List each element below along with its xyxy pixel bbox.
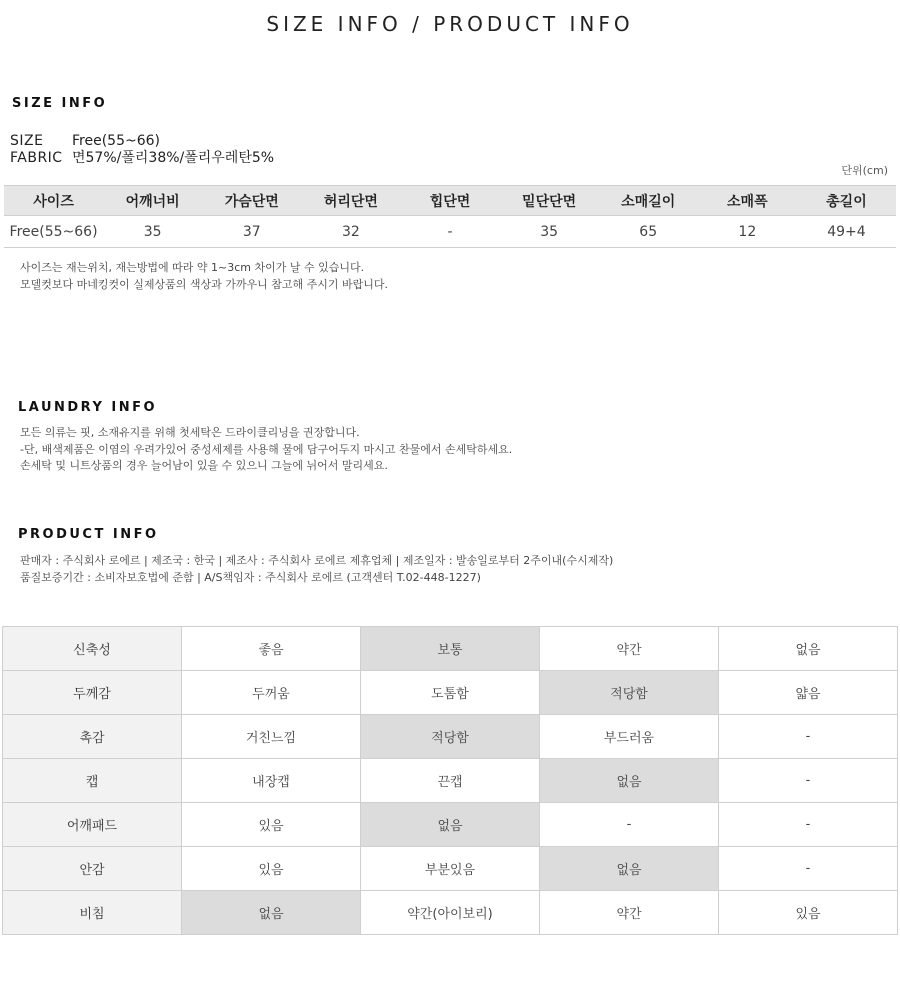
laundry-line: -단, 배색제품은 이염의 우려가있어 중성세제를 사용해 물에 담구어두지 마시고 찬물에서 손세탁하세요.: [20, 442, 513, 456]
fabric-option-selected: 없음: [540, 847, 719, 891]
fabric-key: FABRIC: [10, 150, 63, 166]
fabric-option: 좋음: [182, 627, 361, 671]
fabric-option: 두꺼움: [182, 671, 361, 715]
fabric-option-selected: 적당함: [361, 715, 540, 759]
size-note-line: 사이즈는 재는위치, 재는방법에 따라 약 1~3cm 차이가 날 수 있습니다.: [20, 261, 365, 274]
size-value: Free(55~66): [72, 133, 160, 149]
fabric-option: 약간: [540, 891, 719, 935]
size-header-cell: 어깨너비: [103, 186, 202, 216]
size-cell: 65: [599, 216, 698, 248]
fabric-option: 거친느낌: [182, 715, 361, 759]
size-cell: 49+4: [797, 216, 896, 248]
fabric-option: 없음: [719, 627, 898, 671]
laundry-line: 손세탁 및 니트상품의 경우 늘어남이 있을 수 있으니 그늘에 뉘어서 말리세요.: [20, 459, 388, 472]
fabric-spec-row: [10, 150, 274, 167]
fabric-option-selected: 없음: [361, 803, 540, 847]
fabric-option: -: [719, 803, 898, 847]
size-cell: 35: [500, 216, 599, 248]
fabric-row: [3, 847, 898, 891]
fabric-label-cell: 어깨패드: [3, 803, 182, 847]
fabric-label-cell: 안감: [3, 847, 182, 891]
page-title: SIZE INFO / PRODUCT INFO: [266, 12, 634, 36]
fabric-row: [3, 671, 898, 715]
fabric-label-cell: 비침: [3, 891, 182, 935]
size-cell: -: [400, 216, 499, 248]
fabric-option: -: [719, 847, 898, 891]
size-key: SIZE: [10, 133, 44, 149]
fabric-option: 약간(아이보리): [361, 891, 540, 935]
size-header-cell: 밑단단면: [500, 186, 599, 216]
size-header-cell: 총길이: [797, 186, 896, 216]
fabric-label-cell: 캡: [3, 759, 182, 803]
product-notes: [20, 553, 613, 586]
fabric-row: [3, 891, 898, 935]
fabric-option: 내장캡: [182, 759, 361, 803]
fabric-row: [3, 759, 898, 803]
fabric-option: -: [719, 715, 898, 759]
fabric-table: [2, 626, 898, 935]
size-table-row: [4, 216, 896, 248]
fabric-label-cell: 신축성: [3, 627, 182, 671]
fabric-option: 도톰함: [361, 671, 540, 715]
size-header-cell: 가슴단면: [202, 186, 301, 216]
fabric-row: [3, 627, 898, 671]
laundry-line: 모든 의류는 핏, 소재유지를 위해 첫세탁은 드라이클리닝을 권장합니다.: [20, 426, 360, 439]
size-notes: [20, 260, 388, 293]
size-cell: 37: [202, 216, 301, 248]
fabric-option: 부분있음: [361, 847, 540, 891]
size-header-cell: 소매길이: [599, 186, 698, 216]
size-header-cell: 힙단면: [400, 186, 499, 216]
fabric-option: 있음: [182, 803, 361, 847]
size-note-line: 모델컷보다 마네킹컷이 실제상품의 색상과 가까우니 참고해 주시기 바랍니다.: [20, 277, 389, 291]
fabric-option: 끈캡: [361, 759, 540, 803]
fabric-option: 있음: [182, 847, 361, 891]
product-info-heading: PRODUCT INFO: [18, 527, 159, 542]
fabric-option-selected: 없음: [540, 759, 719, 803]
fabric-option: 얇음: [719, 671, 898, 715]
product-line: 품질보증기간 : 소비자보호법에 준함 | A/S책임자 : 주식회사 로에르 (고객센터 T.02-448-1227): [20, 570, 481, 584]
laundry-notes: [20, 425, 512, 475]
fabric-label-cell: 두께감: [3, 671, 182, 715]
size-table-header-row: [4, 186, 896, 216]
size-header-cell: 사이즈: [4, 186, 103, 216]
size-table: [4, 185, 896, 248]
fabric-option-selected: 없음: [182, 891, 361, 935]
fabric-option: 약간: [540, 627, 719, 671]
fabric-option: -: [540, 803, 719, 847]
size-header-cell: 소매폭: [698, 186, 797, 216]
fabric-label-cell: 촉감: [3, 715, 182, 759]
fabric-option-selected: 적당함: [540, 671, 719, 715]
size-spec: [10, 133, 274, 167]
fabric-option: 부드러움: [540, 715, 719, 759]
size-cell: Free(55~66): [4, 216, 103, 248]
size-cell: 12: [698, 216, 797, 248]
fabric-value: 면57%/폴리38%/폴리우레탄5%: [72, 150, 275, 166]
product-line: 판매자 : 주식회사 로에르 | 제조국 : 한국 | 제조사 : 주식회사 로에르 제휴업체 | 제조일자 : 발송일로부터 2주이내(수시제작): [20, 554, 614, 567]
fabric-option: -: [719, 759, 898, 803]
size-info-heading: SIZE INFO: [12, 96, 108, 111]
fabric-row: [3, 715, 898, 759]
fabric-row: [3, 803, 898, 847]
fabric-option-selected: 보통: [361, 627, 540, 671]
laundry-info-heading: LAUNDRY INFO: [18, 400, 158, 415]
size-cell: 35: [103, 216, 202, 248]
size-header-cell: 허리단면: [301, 186, 400, 216]
unit-note: 단위(cm): [841, 164, 888, 177]
size-spec-row: [10, 133, 274, 150]
fabric-option: 있음: [719, 891, 898, 935]
size-cell: 32: [301, 216, 400, 248]
